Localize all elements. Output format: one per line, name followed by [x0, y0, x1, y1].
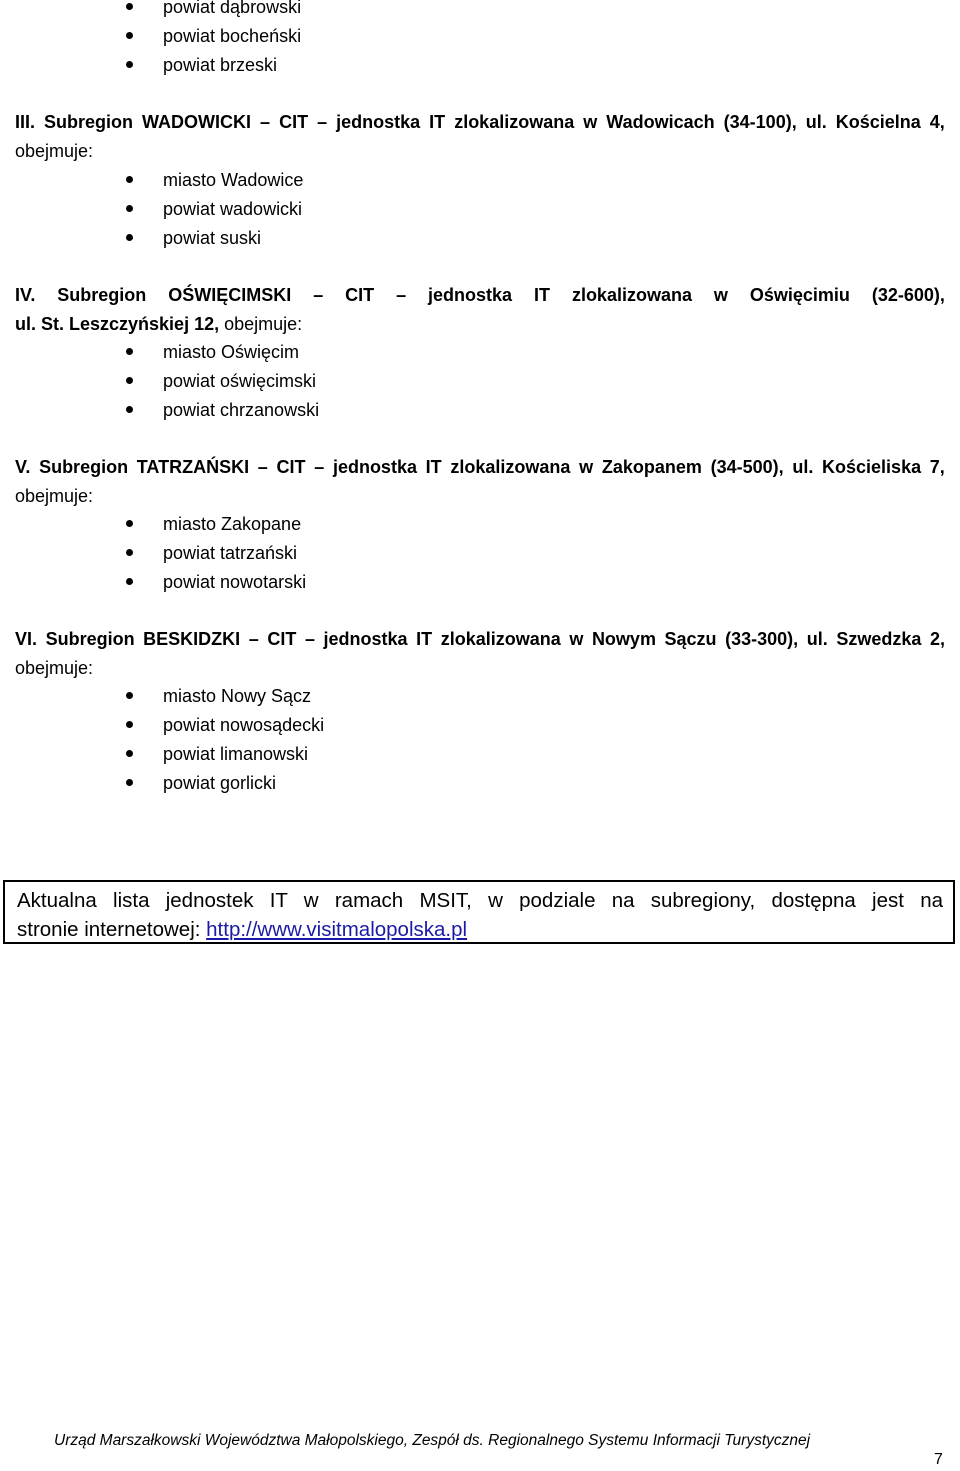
list-item: powiat suski — [163, 228, 262, 248]
section-heading-tail: obejmuje: — [15, 486, 94, 506]
section-heading-tail: obejmuje: — [15, 658, 94, 678]
note-text-line2: stronie internetowej: http://www.visitmalopolska.pl — [17, 918, 468, 941]
list-item: miasto Nowy Sącz — [163, 686, 312, 706]
section-heading-line: VI. Subregion BESKIDZKI – CIT – jednostka IT zlokalizowana w Nowym Sączu (33-300), ul. Szwedzka 2, — [15, 629, 945, 649]
section-heading-tail: obejmuje: — [15, 141, 94, 161]
list-item: powiat nowosądecki — [163, 715, 325, 735]
section-heading-line: IV. Subregion OŚWIĘCIMSKI – CIT – jednostka IT zlokalizowana w Oświęcimiu (32-600), — [15, 285, 945, 305]
section-heading-line: III. Subregion WADOWICKI – CIT – jednostka IT zlokalizowana w Wadowicach (34-100), ul. Kościelna 4, — [15, 112, 945, 132]
list-item: miasto Zakopane — [163, 514, 302, 534]
list-item: miasto Oświęcim — [163, 342, 300, 362]
list-item: powiat wadowicki — [163, 199, 303, 219]
list-item: powiat nowotarski — [163, 572, 307, 592]
list-item: powiat bocheński — [163, 26, 302, 46]
list-item: powiat limanowski — [163, 744, 309, 764]
note-text: Aktualna lista jednostek IT w ramach MSIT, w podziale na subregiony, dostępna jest na — [17, 889, 943, 912]
page-number: 7 — [934, 1451, 943, 1468]
list-item: powiat chrzanowski — [163, 400, 320, 420]
list-item: powiat dąbrowski — [163, 0, 301, 18]
section-heading-line: V. Subregion TATRZAŃSKI – CIT – jednostka IT zlokalizowana w Zakopanem (34-500), ul. Kościeliska 7, — [15, 457, 945, 477]
section-heading-tail: ul. St. Leszczyńskiej 12, obejmuje: — [15, 314, 303, 334]
list-item: powiat gorlicki — [163, 773, 277, 793]
website-link[interactable]: http://www.visitmalopolska.pl — [206, 918, 468, 941]
list-item: powiat oświęcimski — [163, 371, 317, 391]
list-item: powiat tatrzański — [163, 543, 298, 563]
list-item: powiat brzeski — [163, 55, 278, 75]
info-note-box — [3, 880, 955, 944]
page-footer: Urząd Marszałkowski Województwa Małopolskiego, Zespół ds. Regionalnego Systemu Informacji Turystycznej — [54, 1432, 811, 1449]
list-item: miasto Wadowice — [163, 170, 304, 190]
